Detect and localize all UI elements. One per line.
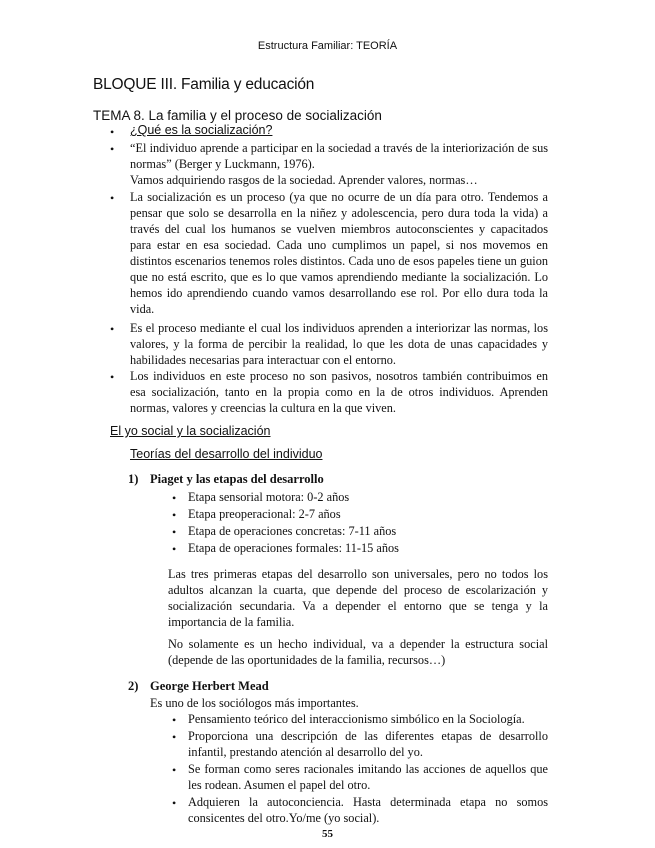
piaget-stage: Etapa de operaciones formales: 11-15 años xyxy=(188,541,399,555)
mead-item: Proporciona una descripción de las diferentes etapas de desarrollo infantil, prestando atención al desarrollo del yo. xyxy=(188,729,548,759)
bullet-icon: • xyxy=(110,191,115,205)
bullet-interiorize: Es el proceso mediante el cual los individuos aprenden a interiorizar las normas, los valores, y la forma de percibir la realidad, lo que les dota de unas capacidades y habilidades necesarias para interactuar con el entorno. xyxy=(130,321,548,367)
question-heading: ¿Qué es la socialización? xyxy=(130,123,273,137)
piaget-stage: Etapa sensorial motora: 0-2 años xyxy=(188,490,350,504)
mead-item: Se forman como seres racionales imitando las acciones de aquellos que les rodean. Asumen el papel del otro. xyxy=(188,762,548,792)
piaget-number: 1) xyxy=(128,472,139,486)
bullet-icon: • xyxy=(172,763,177,777)
bullet-icon: • xyxy=(172,713,177,727)
tema-title: TEMA 8. La familia y el proceso de socialización xyxy=(93,108,382,123)
bullet-icon: • xyxy=(172,491,177,505)
section-yo-social: El yo social y la socialización xyxy=(110,424,271,438)
bullet-icon: • xyxy=(172,542,177,556)
bullet-icon: • xyxy=(172,525,177,539)
bullet-quote: “El individuo aprende a participar en la sociedad a través de la interiorización de sus normas” (Berger y Luckmann, 1976). xyxy=(130,141,548,171)
piaget-paragraph-1: Las tres primeras etapas del desarrollo son universales, pero no todos los adultos alcanzan la cuarta, que depende del proceso de escolarización y socialización secundaria. Va a depender el entorno que se tenga y la importancia de la familia. xyxy=(168,567,548,629)
bullet-icon: • xyxy=(172,796,177,810)
mead-item: Pensamiento teórico del interaccionismo simbólico en la Sociología. xyxy=(188,712,525,726)
mead-title: George Herbert Mead xyxy=(150,679,269,693)
mead-intro: Es uno de los sociólogos más importantes. xyxy=(150,696,359,710)
piaget-title: Piaget y las etapas del desarrollo xyxy=(150,472,324,486)
piaget-paragraph-2: No solamente es un hecho individual, va a depender la estructura social (depende de las oportunidades de la familia, recursos…) xyxy=(168,637,548,667)
bullet-not-passive: Los individuos en este proceso no son pasivos, nosotros también contribuimos en esa socialización, tanto en la propia como en la de otros individuos. Aprenden normas, valores y creencias la cultura en la que viven. xyxy=(130,369,548,415)
bullet-icon: • xyxy=(110,125,115,139)
page-header: Estructura Familiar: TEORÍA xyxy=(257,40,398,52)
bullet-icon: • xyxy=(110,322,115,336)
bullet-icon: • xyxy=(110,142,115,156)
section-teorias: Teorías del desarrollo del individuo xyxy=(130,447,323,461)
bullet-icon: • xyxy=(172,730,177,744)
bloque-title: BLOQUE III. Familia y educación xyxy=(93,76,315,93)
bullet-icon: • xyxy=(110,370,115,384)
mead-number: 2) xyxy=(128,679,139,693)
page-number: 55 xyxy=(322,828,333,840)
mead-item: Adquieren la autoconciencia. Hasta determinada etapa no somos consicentes del otro.Yo/me (yo social). xyxy=(188,795,548,825)
piaget-stage: Etapa de operaciones concretas: 7-11 años xyxy=(188,524,397,538)
bullet-quote-note: Vamos adquiriendo rasgos de la sociedad. Aprender valores, normas… xyxy=(130,173,478,187)
bullet-icon: • xyxy=(172,508,177,522)
piaget-stage: Etapa preoperacional: 2-7 años xyxy=(188,507,341,521)
bullet-socialization-process: La socialización es un proceso (ya que no ocurre de un día para otro. Tendemos a pensar que solo se desarrolla en la niñez y adolescencia, pero dura toda la vida) a través del cual los humanos se vuelven miembros autoconscientes y capacitados para estar en esa sociedad. Cada uno cumplimos un papel, si nos movemos en distintos escenarios tenemos roles distintos. Cada uno de esos papeles tiene un guion que no está escrito, que es lo que vamos aprendiendo mediante la socialización. Lo hemos ido aprendiendo cuando vamos desarrollando ese rol. Por ello dura toda la vida. xyxy=(130,190,548,316)
